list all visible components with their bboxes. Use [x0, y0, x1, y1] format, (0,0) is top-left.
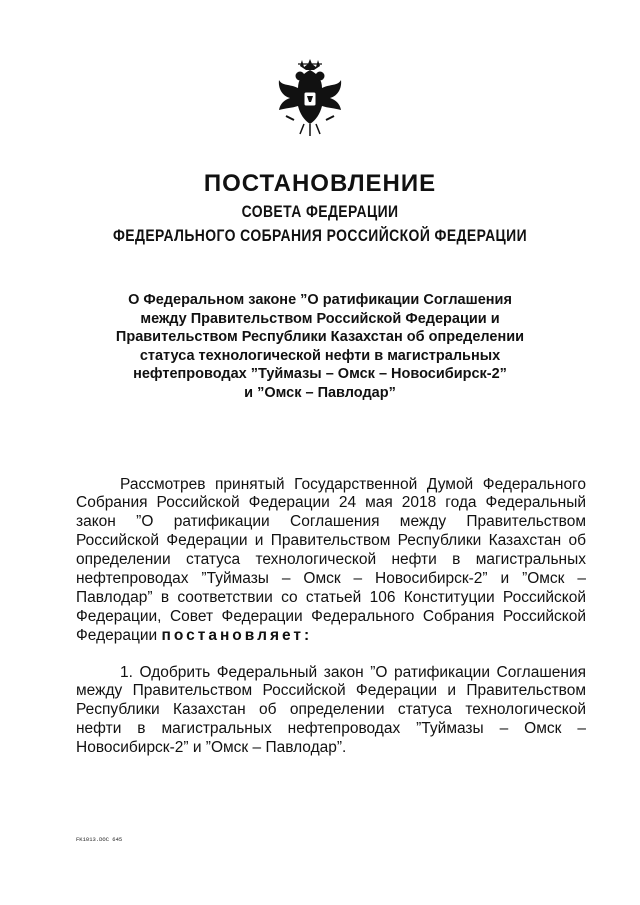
subject-line: и ”Омск – Павлодар” [244, 384, 396, 401]
body-paragraph-2: 1. Одобрить Федеральный закон ”О ратификации Соглашения между Правительством Российской Федерации и Правительством Республики Казахстан об определении статуса технологической нефти в магистральных нефтепроводах ”Туймазы – Омск – Новосибирск-2” и ”Омск – Павлодар”. [76, 663, 586, 757]
subject-line: О Федеральном законе ”О ратификации Соглашения [128, 292, 512, 308]
subject-line: статуса технологической нефти в магистральных [139, 347, 501, 364]
body-paragraph-1 [76, 476, 586, 646]
subject-line: нефтепроводах ”Туймазы – Омск – Новосибирск-2” [133, 366, 507, 383]
document-subtitle-2: ФЕДЕРАЛЬНОГО СОБРАНИЯ РОССИЙСКОЙ ФЕДЕРАЦИИ [112, 226, 528, 245]
resolves-keyword: постановляет: [161, 626, 313, 644]
subject-line: между Правительством Российской Федерации и [140, 310, 500, 327]
paragraph-1-text: Рассмотрев принятый Государственной Думой Федерального Собрания Российской Федерации 24 мая 2018 года Федеральный закон ”О ратификации Соглашения между Правительством Российской Федерации и Правительством Республики Казахстан об определении статуса технологической нефти в магистральных нефтепроводах ”Туймазы – Омск – Новосибирск-2” и ”Омск – Павлодар” в соответствии со статьей 106 Конституции Российской Федерации, Совет Федерации Федерального Собрания Российской Федерации [76, 475, 586, 644]
document-title: ПОСТАНОВЛЕНИЕ [203, 170, 437, 197]
subject-line: Правительством Республики Казахстан об определении [115, 329, 525, 346]
document-code: FK1013.DOC 645 [76, 836, 123, 843]
resolution-subject [90, 291, 550, 403]
coat-of-arms-icon [276, 58, 344, 140]
document-subtitle-1: СОВЕТА ФЕДЕРАЦИИ [241, 202, 399, 221]
